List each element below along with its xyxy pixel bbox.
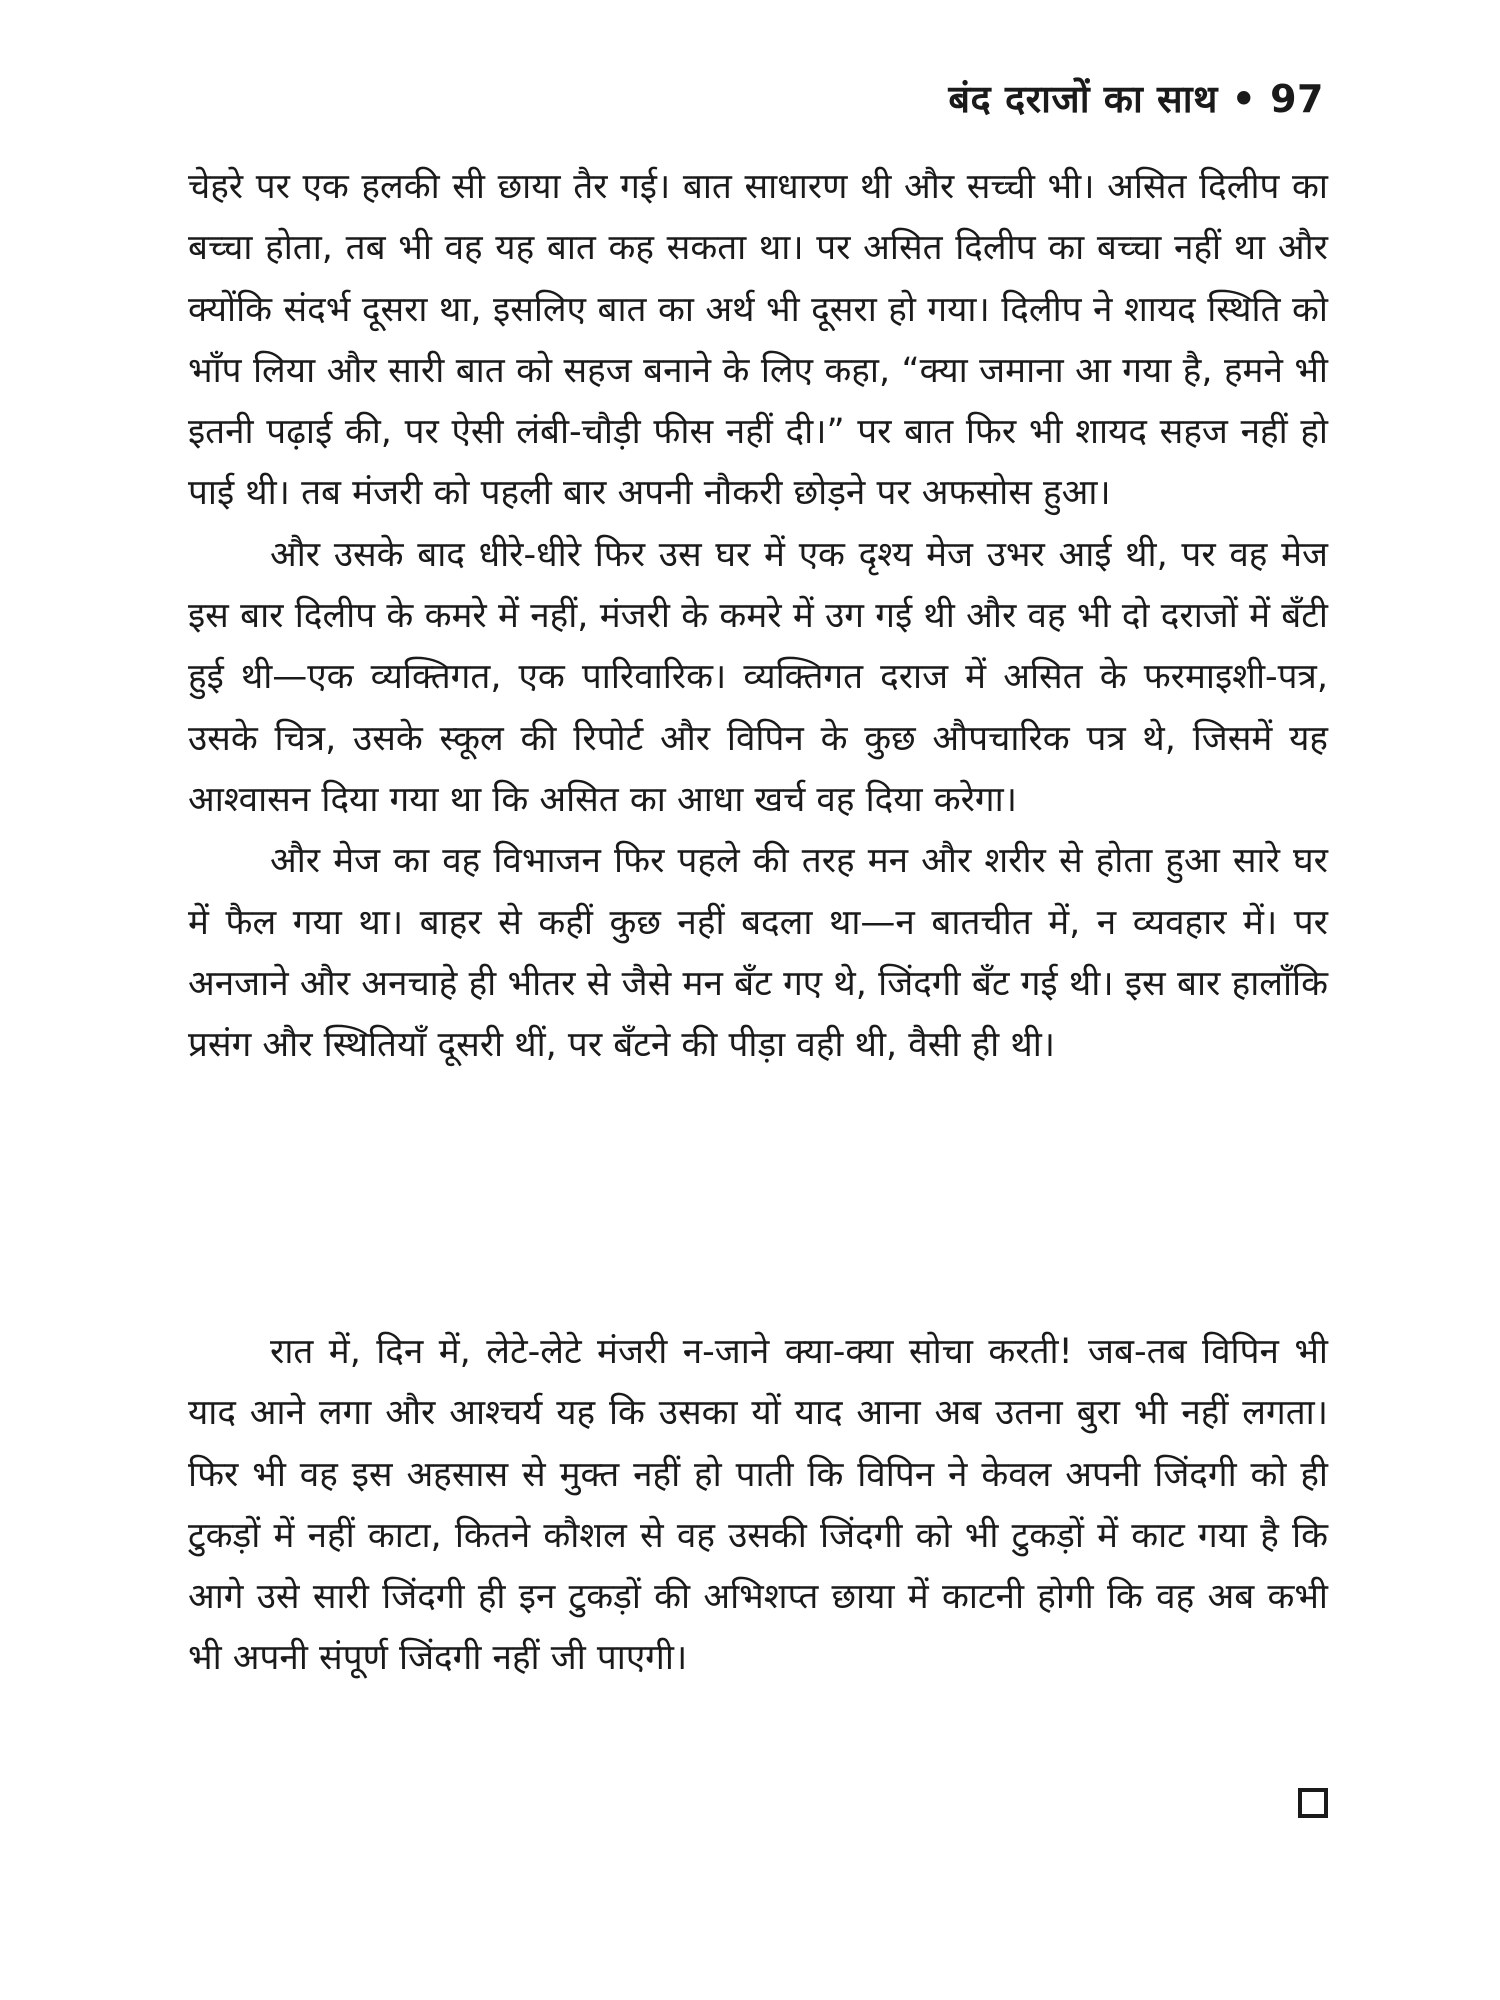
section-2 — [188, 1322, 1328, 1690]
paragraph-1: चेहरे पर एक हलकी सी छाया तैर गई। बात साधारण थी और सच्ची भी। असित दिलीप का बच्चा होता, तब भी वह यह बात कह सकता था। पर असित दिलीप का बच्चा नहीं था और क्योंकि संदर्भ दूसरा था, इसलिए बात का अर्थ भी दूसरा हो गया। दिलीप ने शायद स्थिति को भाँप लिया और सारी बात को सहज बनाने के लिए कहा, “क्या जमाना आ गया है, हमने भी इतनी पढ़ाई की, पर ऐसी लंबी-चौड़ी फीस नहीं दी।” पर बात फिर भी शायद सहज नहीं हो पाई थी। तब मंजरी को पहली बार अपनी नौकरी छोड़ने पर अफसोस हुआ। — [188, 167, 1328, 514]
end-of-chapter-square-icon — [1298, 1788, 1328, 1818]
paragraph-3: और मेज का वह विभाजन फिर पहले की तरह मन और शरीर से होता हुआ सारे घर में फैल गया था। बाहर से कहीं कुछ नहीं बदला था—न बातचीत में, न व्यवहार में। पर अनजाने और अनचाहे ही भीतर से जैसे मन बँट गए थे, जिंदगी बँट गई थी। इस बार हालाँकि प्रसंग और स्थितियाँ दूसरी थीं, पर बँटने की पीड़ा वही थी, वैसी ही थी। — [188, 841, 1328, 1066]
paragraph-2: और उसके बाद धीरे-धीरे फिर उस घर में एक दृश्य मेज उभर आई थी, पर वह मेज इस बार दिलीप के कमरे में नहीं, मंजरी के कमरे में उग गई थी और वह भी दो दराजों में बँटी हुई थी—एक व्यक्तिगत, एक पारिवारिक। व्यक्तिगत दराज में असित के फरमाइशी-पत्र, उसके चित्र, उसके स्कूल की रिपोर्ट और विपिन के कुछ औपचारिक पत्र थे, जिसमें यह आश्वासन दिया गया था कि असित का आधा खर्च वह दिया करेगा। — [188, 534, 1328, 820]
running-header: बंद दराजों का साथ • 97 — [948, 77, 1324, 121]
paragraph-4: रात में, दिन में, लेटे-लेटे मंजरी न-जाने क्या-क्या सोचा करती! जब-तब विपिन भी याद आने लगा और आश्चर्य यह कि उसका यों याद आना अब उतना बुरा भी नहीं लगता। फिर भी वह इस अहसास से मुक्त नहीं हो पाती कि विपिन ने केवल अपनी जिंदगी को ही टुकड़ों में नहीं काटा, कितने कौशल से वह उसकी जिंदगी को भी टुकड़ों में काट गया है कि आगे उसे सारी जिंदगी ही इन टुकड़ों की अभिशप्त छाया में काटनी होगी कि वह अब कभी भी अपनी संपूर्ण जिंदगी नहीं जी पाएगी। — [188, 1332, 1328, 1679]
section-1 — [188, 157, 1328, 1076]
